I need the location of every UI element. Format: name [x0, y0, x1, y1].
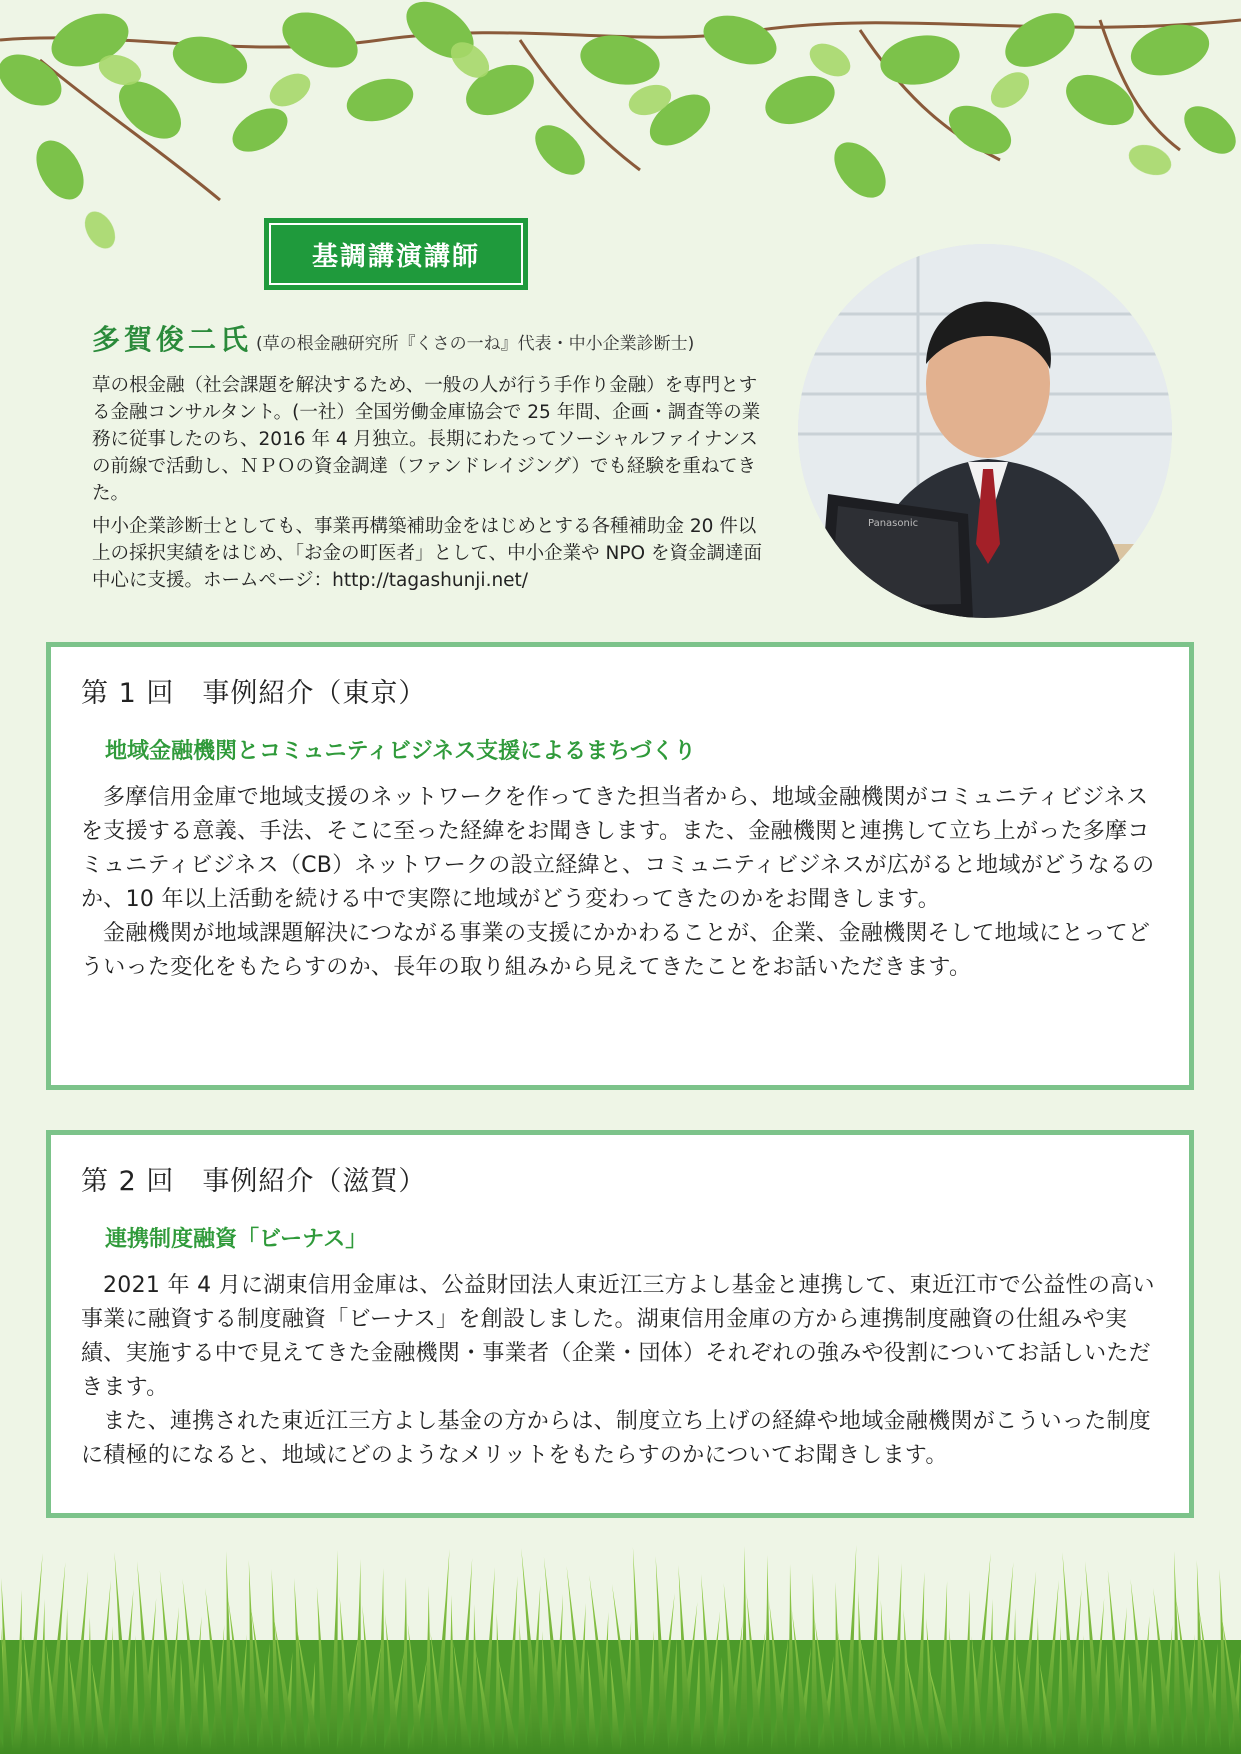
grass-decoration	[0, 1520, 1241, 1754]
session-subtitle: 連携制度融資「ビーナス」	[105, 1227, 368, 1252]
speaker-name: 多賀俊二氏	[92, 323, 253, 356]
bio-paragraph: 中小企業診断士としても、事業再構築補助金をはじめとする各種補助金 20 件以上の採択実績をはじめ、「お金の町医者」として、中小企業や NPO を資金調達面中心に支援。ホームページ：http://tagashunji.net/	[92, 516, 762, 591]
session-subtitle: 地域金融機関とコミュニティビジネス支援によるまちづくり	[105, 739, 696, 764]
bio-paragraph: 草の根金融（社会課題を解決するため、一般の人が行う手作り金融）を専門とする金融コンサルタント。(一社）全国労働金庫協会で 25 年間、企画・調査等の業務に従事したのち、2016 年 4 月独立。長期にわたってソーシャルファイナンスの前線で活動し、ＮＰＯの資金調達（ファンドレイジング）でも経験を重ねてきた。	[92, 375, 761, 504]
speaker-badge-label: 基調講演講師	[269, 223, 523, 285]
speaker-bio	[92, 372, 762, 600]
speaker-title: (草の根金融研究所『くさの一ね』代表・中小企業診断士)	[256, 334, 695, 354]
laptop-brand: Panasonic	[868, 518, 919, 529]
session-card-2	[46, 1130, 1194, 1518]
session-paragraph: 金融機関が地域課題解決につながる事業の支援にかかわることが、企業、金融機関そして地域にとってどういった変化をもたらすのか、長年の取り組みから見えてきたことをお話いただきます。	[81, 921, 1151, 980]
speaker-heading	[92, 318, 694, 358]
session-heading: 第 1 回 事例紹介（東京）	[81, 678, 427, 709]
speaker-badge	[264, 218, 528, 290]
speaker-photo	[798, 244, 1172, 618]
session-heading: 第 2 回 事例紹介（滋賀）	[81, 1166, 427, 1197]
session-paragraph: 多摩信用金庫で地域支援のネットワークを作ってきた担当者から、地域金融機関がコミュニティビジネスを支援する意義、手法、そこに至った経緯をお聞きします。また、金融機関と連携して立ち上がった多摩コミュニティビジネス（CB）ネットワークの設立経緯と、コミュニティビジネスが広がると地域がどうなるのか、10 年以上活動を続ける中で実際に地域がどう変わってきたのかをお聞きします。	[81, 785, 1155, 912]
session-paragraph: 2021 年 4 月に湖東信用金庫は、公益財団法人東近江三方よし基金と連携して、東近江市で公益性の高い事業に融資する制度融資「ビーナス」を創設しました。湖東信用金庫の方から連携制度融資の仕組みや実績、実施する中で見えてきた金融機関・事業者（企業・団体）それぞれの強みや役割についてお話しいただきます。	[81, 1273, 1155, 1400]
leaves-decoration	[0, 0, 1241, 270]
session-card-1	[46, 642, 1194, 1090]
session-paragraph: また、連携された東近江三方よし基金の方からは、制度立ち上げの経緯や地域金融機関がこういった制度に積極的になると、地域にどのようなメリットをもたらすのかについてお聞きします。	[81, 1409, 1152, 1468]
